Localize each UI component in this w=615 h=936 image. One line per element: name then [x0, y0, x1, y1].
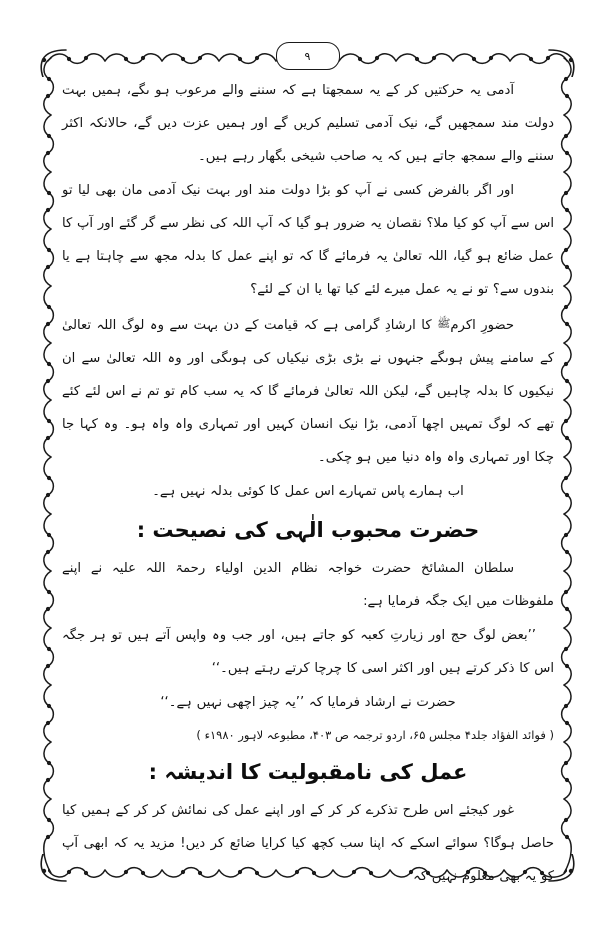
page-number: ۹	[304, 49, 311, 63]
border-corner-top-left-ornament	[37, 47, 67, 77]
quotation-block: ’’بعض لوگ حج اور زیارتِ کعبہ کو جاتے ہیں، اور جب وہ واپس آتے ہیں تو ہر جگہ اس کا ذکر کرتے ہیں اور اکثر اسی کا چرچا کرتے رہتے ہیں۔‘‘	[62, 628, 554, 676]
border-left-ornament	[39, 58, 59, 873]
paragraph-3-body: کا ارشادِ گرامی ہے کہ قیامت کے دن بہت سے وہ لوگ اللہ تعالیٰ کے سامنے پیش ہوںگے جنہوں نے بڑی بڑی نیکیاں کی ہوںگی اور وہ اللہ تعالیٰ سے ان نیکیوں کا بدلہ چاہیں گے، لیکن اللہ تعالیٰ فرمائے گا کہ یہ سب کام تو تم نے اس لئے کئے تھے کہ لوگ تمہیں اچھا آدمی، بڑا نیک انسان کہیں اور تمہاری واہ واہ ہو۔ وہ کہا جا چکا اور تمہاری واہ واہ دنیا میں ہو چکی۔	[62, 318, 554, 465]
sallallahu-alayhi-wasallam-honorific-icon: ﷺ	[437, 317, 451, 330]
page-number-badge	[276, 42, 340, 70]
section-heading-amal-ki-namaqbooliyat: عمل کی نامقبولیت کا اندیشہ :	[148, 760, 468, 784]
border-right-ornament	[556, 58, 576, 873]
paragraph-1: آدمی یہ حرکتیں کر کے یہ سمجھتا ہے کہ سننے والے مرعوب ہو ںگے، ہمیں بہت دولت مند سمجھیں گے، نیک آدمی تسلیم کریں گے اور ہمیں عزت دیں گے، حالانکہ اکثر سننے والے سمجھ جاتے ہیں کہ یہ صاحب شیخی بگھار رہے ہیں۔	[62, 83, 554, 164]
paragraph-5: سلطان المشائخ حضرت خواجہ نظام الدین اولیاء رحمۃ اللہ علیہ نے اپنے ملفوظات میں ایک جگہ فرمایا ہے:	[62, 561, 554, 609]
paragraph-6: حضرت نے ارشاد فرمایا کہ ’’یہ چیز اچھی نہیں ہے۔‘‘	[160, 695, 456, 710]
paragraph-2: اور اگر بالفرض کسی نے آپ کو بڑا دولت مند اور بہت نیک آدمی مان بھی لیا تو اس سے آپ کو کیا ملا؟ نقصان یہ ضرور ہو گیا کہ آپ اللہ کی نظر سے گر گئے اور آپ کا عمل ضائع ہو گیا، اللہ تعالیٰ یہ فرمائے گا کہ تو اپنے عمل کا بدلہ مجھ سے چاہتا ہے یا بندوں سے؟ تو نے یہ عمل میرے لئے کیا تھا یا ان کے لئے؟	[62, 183, 554, 297]
prophet-name-text: حضورِ اکرم	[450, 318, 514, 333]
section-heading-mahboob-ilahi: حضرت محبوب الٰہی کی نصیحت :	[136, 518, 480, 542]
page-body-text	[62, 74, 554, 884]
border-corner-top-right-ornament	[548, 47, 578, 77]
source-citation: ( فوائد الفؤاد جلد۴ مجلس ۶۵، اردو ترجمہ ص ۴۰۳، مطبوعہ لاہور ۱۹۸۰ء )	[196, 728, 554, 742]
paragraph-7: غور کیجئے اس طرح تذکرے کر کر کے اور اپنے عمل کی نمائش کر کر کے ہمیں کیا حاصل ہوگا؟ سوائے اسکے کہ اپنا سب کچھ کیا کرایا ضائع کر دیں! مزید یہ کہ ابھی آپ کو یہ بھی معلوم نہیں کہ	[62, 803, 554, 884]
paragraph-3	[62, 307, 554, 474]
paragraph-4: اب ہمارے پاس تمہارے اس عمل کا کوئی بدلہ نہیں ہے۔	[152, 484, 464, 499]
